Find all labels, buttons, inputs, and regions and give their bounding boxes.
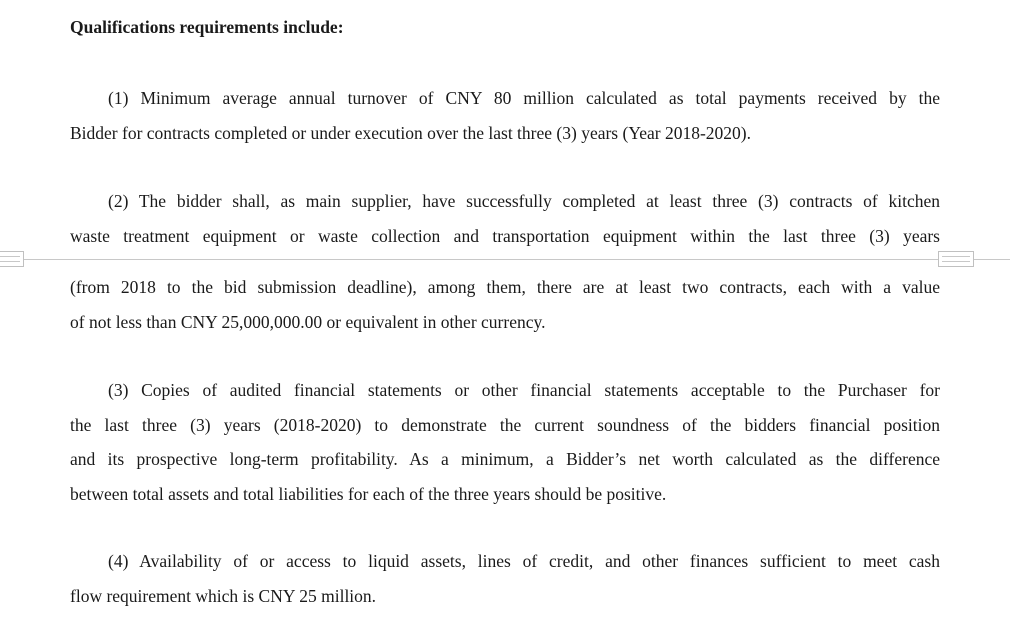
requirement-2-line-4: of not less than CNY 25,000,000.00 or equivalent in other currency. — [70, 311, 546, 332]
requirement-3-line-2: the last three (3) years (2018-2020) to demonstrate the current soundness of the bidders financial position — [70, 414, 940, 435]
requirement-2-line-2: waste treatment equipment or waste collection and transportation equipment within the last three (3) years — [70, 225, 940, 246]
requirement-3-line-3: and its prospective long-term profitability. As a minimum, a Bidder’s net worth calculated as the difference — [70, 449, 940, 469]
section-heading: Qualifications requirements include: — [70, 17, 344, 37]
requirement-3 — [70, 373, 940, 511]
requirement-2-line-3: (from 2018 to the bid submission deadline), among them, there are at least two contracts, each with a value — [70, 277, 940, 297]
page-break-right-marker-icon — [938, 251, 974, 267]
page-break-left-marker-icon — [0, 251, 24, 267]
requirement-4 — [70, 544, 940, 613]
page-break-line — [0, 259, 1010, 260]
requirement-2-continued — [70, 270, 940, 339]
requirement-4-line-2: flow requirement which is CNY 25 million. — [70, 585, 377, 606]
requirement-2-line-1: (2) The bidder shall, as main supplier, have successfully completed at least three (3) contracts of kitchen — [108, 191, 940, 211]
requirement-1-line-1: (1) Minimum average annual turnover of CNY 80 million calculated as total payments received by the — [108, 88, 940, 108]
requirement-2 — [70, 184, 940, 253]
requirement-4-line-1: (4) Availability of or access to liquid assets, lines of credit, and other finances sufficient to meet cash — [108, 551, 940, 571]
requirement-3-line-1: (3) Copies of audited financial statements or other financial statements acceptable to the Purchaser for — [108, 380, 940, 400]
requirement-3-line-4: between total assets and total liabilities for each of the three years should be positive. — [70, 483, 667, 504]
requirement-1 — [70, 81, 940, 150]
requirement-1-line-2: Bidder for contracts completed or under execution over the last three (3) years (Year 2018-2020). — [70, 122, 751, 143]
